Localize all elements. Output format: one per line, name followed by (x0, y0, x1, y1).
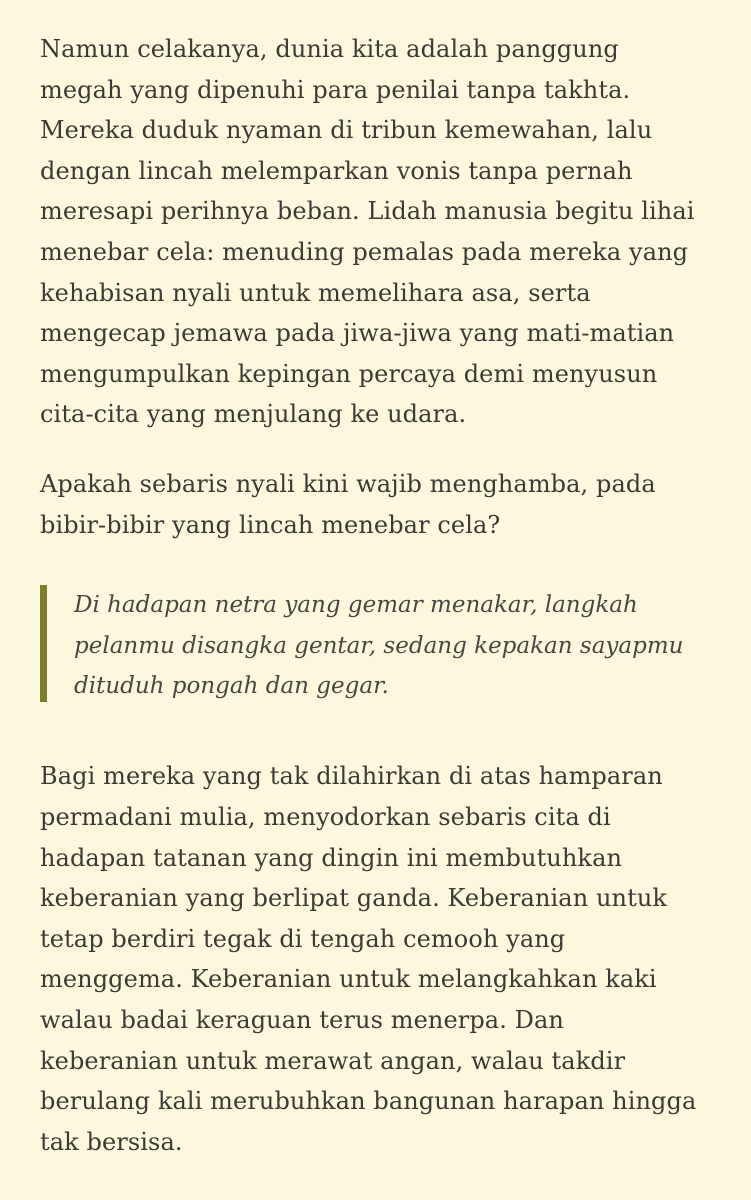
paragraph-line: dengan lincah melemparkan vonis tanpa pernah (40, 156, 633, 185)
paragraph-line: tetap berdiri tegak di tengah cemooh yang (40, 924, 566, 953)
quote-line: Di hadapan netra yang gemar menakar, langkah (74, 592, 638, 619)
paragraph-line: mengecap jemawa pada jiwa-jiwa yang mati-matian (40, 319, 675, 348)
paragraph-line: permadani mulia, menyodorkan sebaris cita di (40, 802, 611, 831)
paragraph-line: berulang kali merubuhkan bangunan harapan hingga (40, 1087, 697, 1116)
paragraph-line: menggema. Keberanian untuk melangkahkan kaki (40, 965, 657, 994)
paragraph (40, 756, 721, 1162)
paragraph-line: bibir-bibir yang lincah menebar cela? (40, 510, 501, 539)
paragraph (40, 29, 721, 435)
paragraph-line: Namun celakanya, dunia kita adalah panggung (40, 35, 619, 63)
paragraph-line: tak bersisa. (40, 1127, 183, 1156)
paragraph-line: megah yang dipenuhi para penilai tanpa takhta. (40, 75, 631, 104)
paragraph-line: mengumpulkan kepingan percaya demi menyusun (40, 359, 658, 388)
paragraph-line: Mereka duduk nyaman di tribun kemewahan, lalu (40, 116, 653, 145)
paragraph-line: cita-cita yang menjulang ke udara. (40, 400, 467, 429)
blockquote-bar (40, 585, 47, 702)
paragraph-line: Apakah sebaris nyali kini wajib menghamba, pada (40, 469, 656, 498)
paragraph-line: menebar cela: menuding pemalas pada mereka yang (40, 237, 689, 266)
quote-line: dituduh pongah dan gegar. (74, 672, 389, 699)
paragraph (40, 464, 721, 545)
paragraph-line: keberanian yang berlipat ganda. Keberanian untuk (40, 884, 668, 913)
paragraph-line: Bagi mereka yang tak dilahirkan di atas hamparan (40, 762, 663, 791)
blockquote (40, 583, 721, 706)
paragraph-line: walau badai keraguan terus menerpa. Dan (40, 1005, 564, 1034)
paragraph-line: hadapan tatanan yang dingin ini membutuhkan (40, 843, 623, 872)
quote-line: pelanmu disangka gentar, sedang kepakan sayapmu (74, 632, 684, 659)
paragraph-line: meresapi perihnya beban. Lidah manusia begitu lihai (40, 197, 695, 226)
paragraph-line: kehabisan nyali untuk memelihara asa, serta (40, 278, 591, 307)
paragraph-line: keberanian untuk merawat angan, walau takdir (40, 1046, 626, 1075)
